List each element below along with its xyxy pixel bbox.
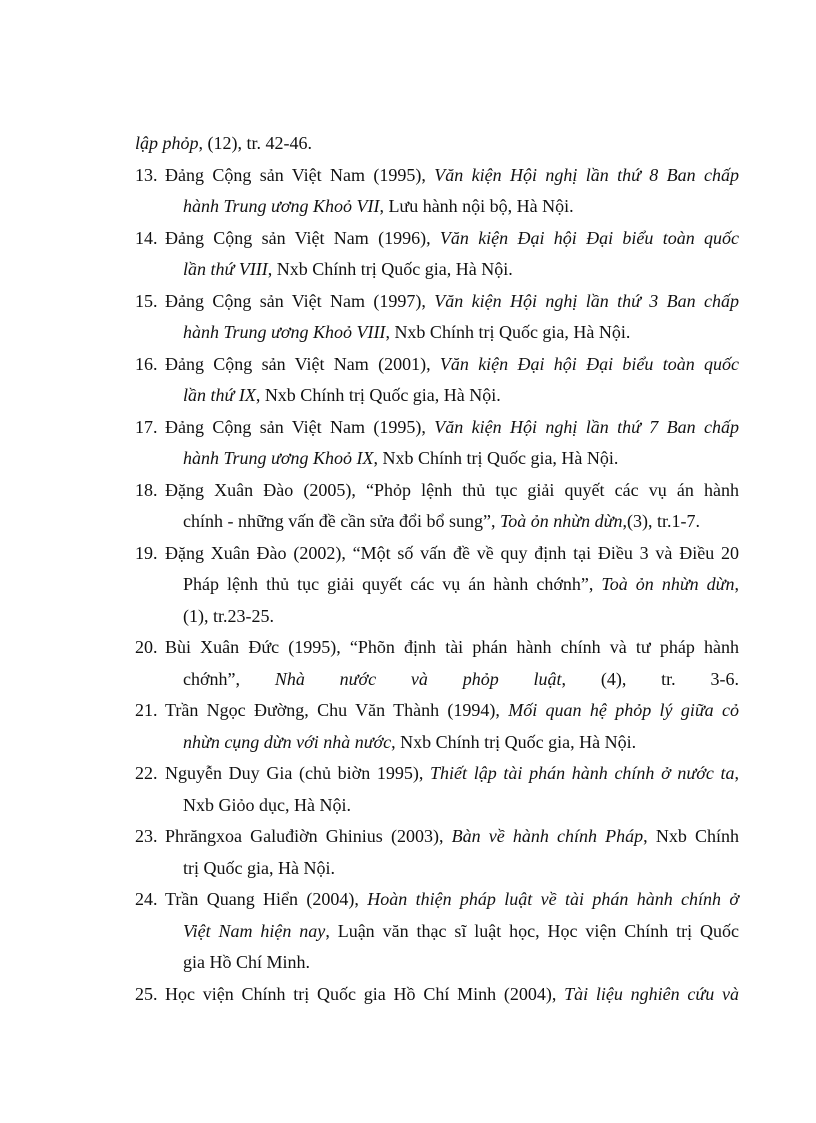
reference-line xyxy=(183,664,739,696)
reference-title-text: Văn kiện Hội nghị lần thứ 3 Ban chấp xyxy=(434,290,739,311)
reference-text: Đặng Xuân Đào (2002), “Một số vấn đề về quy định tại Điều 3 và Điều 20 xyxy=(165,542,739,563)
reference-number: 25. xyxy=(135,983,158,1004)
reference-line xyxy=(135,286,739,318)
reference-line xyxy=(135,412,739,444)
reference-number: 16. xyxy=(135,353,158,374)
reference-title-text: Hoàn thiện pháp luật về tài phán hành chính ở xyxy=(367,889,739,909)
reference-text: Nxb Giỏo dục, Hà Nội. xyxy=(183,794,351,815)
reference-line xyxy=(135,632,739,664)
reference-ref-25 xyxy=(135,979,739,1011)
reference-line xyxy=(183,191,739,223)
reference-title-text: hành Trung ương Khoỏ IX xyxy=(183,448,374,468)
reference-title-text: lập phỏp xyxy=(135,133,199,153)
reference-number: 19. xyxy=(135,542,158,563)
reference-line xyxy=(135,758,739,790)
reference-title-text: Bàn về hành chính Pháp xyxy=(451,826,644,846)
reference-text: , Luận văn thạc sĩ luật học, Học viện Chính trị Quốc xyxy=(325,920,739,941)
reference-line xyxy=(135,821,739,853)
reference-title-text: Văn kiện Đại hội Đại biểu toàn quốc xyxy=(439,227,739,248)
reference-text: , (12), tr. 42-46. xyxy=(198,133,312,153)
reference-text: Bùi Xuân Đức (1995), “Phõn định tài phán hành chính và tư pháp hành xyxy=(165,637,739,657)
reference-text: Đảng Cộng sản Việt Nam (1995), xyxy=(165,416,435,437)
reference-number: 13. xyxy=(135,164,158,185)
reference-text: Trần Quang Hiển (2004), xyxy=(165,889,368,909)
reference-ref-14 xyxy=(135,223,739,286)
reference-title-text: Toà ỏn nhừn dừn xyxy=(601,574,735,594)
reference-text: Pháp lệnh thủ tục giải quyết các vụ án hành chớnh”, xyxy=(183,574,602,594)
reference-text: , Nxb Chính trị Quốc gia, Hà Nội. xyxy=(385,322,631,342)
reference-line xyxy=(183,853,739,885)
reference-title-text: Thiết lập tài phán hành chính ở nước ta xyxy=(430,763,735,783)
reference-line xyxy=(135,223,739,255)
reference-line xyxy=(135,349,739,381)
reference-line xyxy=(135,475,739,507)
reference-line xyxy=(183,569,739,601)
reference-text: , Nxb Chính trị Quốc gia, Hà Nội. xyxy=(391,731,637,752)
reference-text: Đặng Xuân Đào (2005), “Phỏp lệnh thủ tục giải quyết các vụ án hành xyxy=(165,479,739,500)
reference-ref-17 xyxy=(135,412,739,475)
reference-line xyxy=(135,160,739,192)
reference-ref-20 xyxy=(135,632,739,695)
reference-number: 20. xyxy=(135,637,158,657)
reference-text: , Nxb Chính trị Quốc gia, Hà Nội. xyxy=(267,259,513,279)
reference-ref-15 xyxy=(135,286,739,349)
reference-title-text: Mối quan hệ phỏp lý giữa cỏ xyxy=(508,700,739,720)
reference-ref-19 xyxy=(135,538,739,633)
reference-text: Đảng Cộng sản Việt Nam (1997), xyxy=(165,290,435,311)
reference-text: ,(3), tr.1-7. xyxy=(622,511,700,531)
reference-text: trị Quốc gia, Hà Nội. xyxy=(183,857,335,878)
reference-text: Đảng Cộng sản Việt Nam (1995), xyxy=(165,164,435,185)
reference-text: (1), tr.23-25. xyxy=(183,605,274,626)
reference-line xyxy=(135,884,739,916)
reference-text: chính - những vấn đề cần sửa đổi bổ sung”, xyxy=(183,511,500,531)
reference-ref-22 xyxy=(135,758,739,821)
reference-title-text: Văn kiện Hội nghị lần thứ 7 Ban chấp xyxy=(434,416,739,437)
reference-number: 18. xyxy=(135,479,158,500)
reference-title-text: Văn kiện Hội nghị lần thứ 8 Ban chấp xyxy=(434,164,739,185)
reference-text: Trần Ngọc Đường, Chu Văn Thành (1994), xyxy=(165,700,509,720)
reference-list xyxy=(135,128,739,1010)
reference-title-text: lần thứ VIII xyxy=(183,259,268,279)
reference-title-text: hành Trung ương Khoỏ VII xyxy=(183,196,380,216)
reference-title-text: lần thứ IX xyxy=(183,385,256,405)
reference-ref-21 xyxy=(135,695,739,758)
reference-line xyxy=(183,601,739,633)
reference-line xyxy=(183,254,739,286)
reference-title-text: Việt Nam hiện nay xyxy=(183,920,326,941)
reference-title-text: Toà ỏn nhừn dừn xyxy=(499,511,623,531)
reference-number: 23. xyxy=(135,826,158,846)
reference-title-text: nhừn cụng dừn với nhà nước xyxy=(183,731,392,752)
reference-text: , xyxy=(734,763,739,783)
reference-line xyxy=(183,916,739,948)
reference-text: Đảng Cộng sản Việt Nam (2001), xyxy=(165,353,440,374)
reference-title-text: Văn kiện Đại hội Đại biểu toàn quốc xyxy=(439,353,739,374)
reference-text: , Nxb Chính trị Quốc gia, Hà Nội. xyxy=(255,385,501,405)
reference-line xyxy=(183,727,739,759)
reference-number: 17. xyxy=(135,416,158,437)
reference-number: 22. xyxy=(135,763,158,783)
reference-text: chớnh”, xyxy=(183,668,275,689)
reference-text: , xyxy=(734,574,739,594)
reference-text: , Nxb Chính xyxy=(643,826,739,846)
reference-line xyxy=(183,443,739,475)
reference-number: 21. xyxy=(135,700,158,720)
reference-ref-24 xyxy=(135,884,739,979)
reference-ref-18 xyxy=(135,475,739,538)
reference-text: Phrăngxoa Galuđiờn Ghinius (2003), xyxy=(165,826,452,846)
reference-line xyxy=(135,538,739,570)
reference-text: , (4), tr. 3-6. xyxy=(561,668,740,689)
reference-line xyxy=(183,506,739,538)
reference-text: , Lưu hành nội bộ, Hà Nội. xyxy=(379,196,574,216)
reference-ref-23 xyxy=(135,821,739,884)
reference-text: Học viện Chính trị Quốc gia Hồ Chí Minh (2004), xyxy=(165,983,565,1004)
reference-line xyxy=(135,979,739,1011)
reference-title-text: Tài liệu nghiên cứu và xyxy=(564,983,739,1004)
reference-title-text: hành Trung ương Khoỏ VIII xyxy=(183,322,386,342)
reference-number: 14. xyxy=(135,227,158,248)
reference-title-text: Nhà nước và phỏp luật xyxy=(274,668,562,689)
reference-line xyxy=(135,128,739,160)
reference-line xyxy=(183,380,739,412)
reference-number: 15. xyxy=(135,290,158,311)
reference-number: 24. xyxy=(135,889,158,909)
reference-text: Đảng Cộng sản Việt Nam (1996), xyxy=(165,227,440,248)
reference-line xyxy=(183,317,739,349)
reference-line xyxy=(183,790,739,822)
reference-text: Nguyễn Duy Gia (chủ biờn 1995), xyxy=(165,763,431,783)
reference-text: , Nxb Chính trị Quốc gia, Hà Nội. xyxy=(373,448,619,468)
reference-line xyxy=(135,695,739,727)
reference-text: gia Hồ Chí Minh. xyxy=(183,952,311,972)
reference-cont-12 xyxy=(135,128,739,160)
reference-ref-13 xyxy=(135,160,739,223)
reference-ref-16 xyxy=(135,349,739,412)
reference-line xyxy=(183,947,739,979)
